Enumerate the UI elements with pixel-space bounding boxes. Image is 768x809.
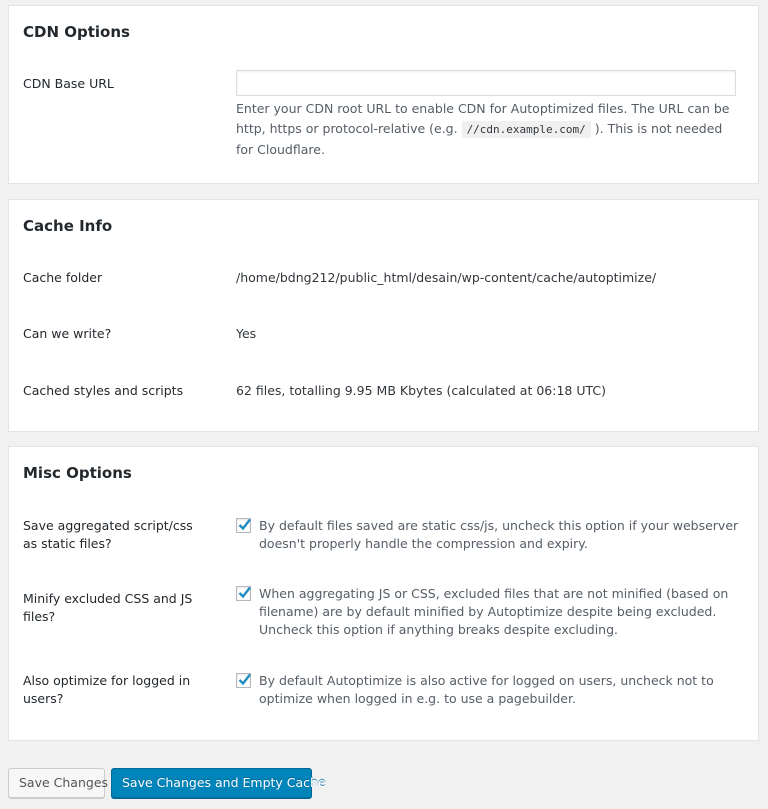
logged-in-description: By default Autoptimize is also active for logged on users, uncheck not to optimize when logged in e.g. to use a pagebuilder.: [259, 673, 714, 706]
misc-options-title: Misc Options: [23, 464, 132, 482]
logged-in-checkbox[interactable]: [236, 673, 251, 688]
save-changes-button[interactable]: Save Changes: [8, 768, 105, 798]
cdn-desc-text-1: Enter your CDN root URL to enable CDN for Autoptimized files. The URL can be http, https or protocol-relative (e.g.: [236, 101, 730, 136]
cdn-options-title: CDN Options: [23, 23, 130, 41]
misc-options-panel: [8, 446, 759, 741]
cdn-desc-text-2: ). This is not needed for Cloudflare.: [236, 121, 723, 157]
can-write-value: Yes: [236, 326, 257, 341]
cache-info-title: Cache Info: [23, 217, 113, 235]
cdn-options-panel: [8, 5, 759, 184]
static-files-label: Save aggregated script/css as static files?: [23, 518, 193, 551]
cache-folder-label: Cache folder: [23, 270, 103, 285]
cached-files-value: 62 files, totalling 9.95 MB Kbytes (calculated at 06:18 UTC): [236, 383, 606, 398]
checkmark-icon: [236, 584, 253, 601]
cdn-example-code: //cdn.example.com/: [462, 121, 591, 138]
minify-excluded-checkbox[interactable]: [236, 586, 251, 601]
cache-folder-value: /home/bdng212/public_html/desain/wp-content/cache/autoptimize/: [236, 270, 657, 285]
checkmark-icon: [236, 671, 253, 688]
logged-in-label: Also optimize for logged in users?: [23, 673, 191, 706]
can-write-label: Can we write?: [23, 326, 112, 341]
static-files-checkbox[interactable]: [236, 518, 251, 533]
cached-files-label: Cached styles and scripts: [23, 383, 184, 398]
cdn-base-url-label: CDN Base URL: [23, 76, 114, 91]
cdn-base-url-description: [236, 99, 741, 160]
checkmark-icon: [236, 516, 253, 533]
minify-excluded-label: Minify excluded CSS and JS files?: [23, 591, 193, 624]
minify-excluded-description: When aggregating JS or CSS, excluded files that are not minified (based on filename) are by default minified by Autoptimize despite being excluded. Uncheck this option if anything breaks despite excluding.: [259, 586, 729, 637]
cache-info-panel: [8, 199, 759, 432]
save-and-empty-cache-button[interactable]: Save Changes and Empty Cache: [111, 768, 312, 798]
static-files-description: By default files saved are static css/js, uncheck this option if your webserver doesn't properly handle the compression and expiry.: [259, 518, 739, 551]
cdn-base-url-input[interactable]: [236, 70, 736, 96]
